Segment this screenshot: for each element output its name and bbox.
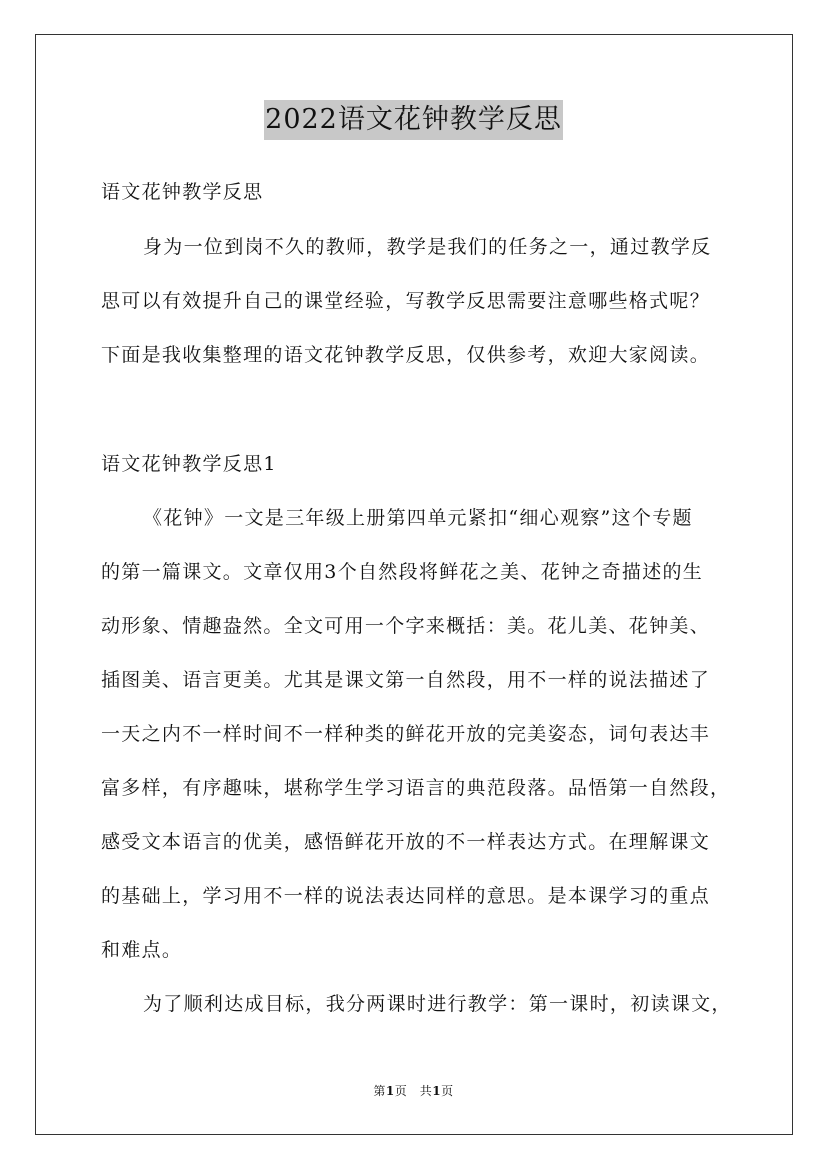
section-line-2: 的第一篇课文。文章仅用3个自然段将鲜花之美、花钟之奇描述的生 bbox=[101, 561, 704, 583]
footer-suffix: 页 bbox=[441, 1084, 454, 1098]
document-title: 2022语文花钟教学反思 bbox=[264, 100, 563, 140]
section-line-7: 感受文本语言的优美，感悟鲜花开放的不一样表达方式。在理解课文 bbox=[101, 831, 711, 853]
section-line-6: 富多样，有序趣味，堪称学生学习语言的典范段落。品悟第一自然段， bbox=[101, 777, 731, 799]
last-line: 为了顺利达成目标，我分两课时进行教学：第一课时，初读课文， bbox=[143, 993, 732, 1015]
section-paragraph bbox=[101, 491, 741, 977]
intro-line-3: 下面是我收集整理的语文花钟教学反思，仅供参考，欢迎大家阅读。 bbox=[101, 344, 711, 366]
section-line-9: 和难点。 bbox=[101, 939, 183, 961]
section-line-5: 一天之内不一样时间不一样种类的鲜花开放的完美姿态，词句表达丰 bbox=[101, 723, 711, 745]
section-line-4: 插图美、语言更美。尤其是课文第一自然段，用不一样的说法描述了 bbox=[101, 669, 711, 691]
footer-page-total: 1 bbox=[432, 1084, 442, 1098]
footer-page-number: 1 bbox=[385, 1084, 395, 1098]
section-heading: 语文花钟教学反思1 bbox=[101, 453, 277, 475]
intro-line-1: 身为一位到岗不久的教师，教学是我们的任务之一，通过教学反 bbox=[143, 236, 712, 258]
heading-main-block bbox=[101, 165, 741, 219]
section-line-3: 动形象、情趣盎然。全文可用一个字来概括：美。花儿美、花钟美、 bbox=[101, 615, 711, 637]
last-paragraph bbox=[101, 977, 741, 1031]
page-footer bbox=[0, 1082, 827, 1099]
intro-paragraph bbox=[101, 220, 741, 382]
intro-line-2: 思可以有效提升自己的课堂经验，写教学反思需要注意哪些格式呢？ bbox=[101, 290, 711, 312]
footer-mid: 页 共 bbox=[394, 1084, 433, 1098]
heading-main: 语文花钟教学反思 bbox=[101, 181, 264, 203]
section-line-8: 的基础上，学习用不一样的说法表达同样的意思。是本课学习的重点 bbox=[101, 885, 711, 907]
section-line-1: 《花钟》一文是三年级上册第四单元紧扣“细心观察”这个专题 bbox=[143, 507, 693, 529]
section-heading-block bbox=[101, 437, 741, 491]
footer-prefix: 第 bbox=[373, 1084, 386, 1098]
title-container bbox=[0, 100, 827, 140]
